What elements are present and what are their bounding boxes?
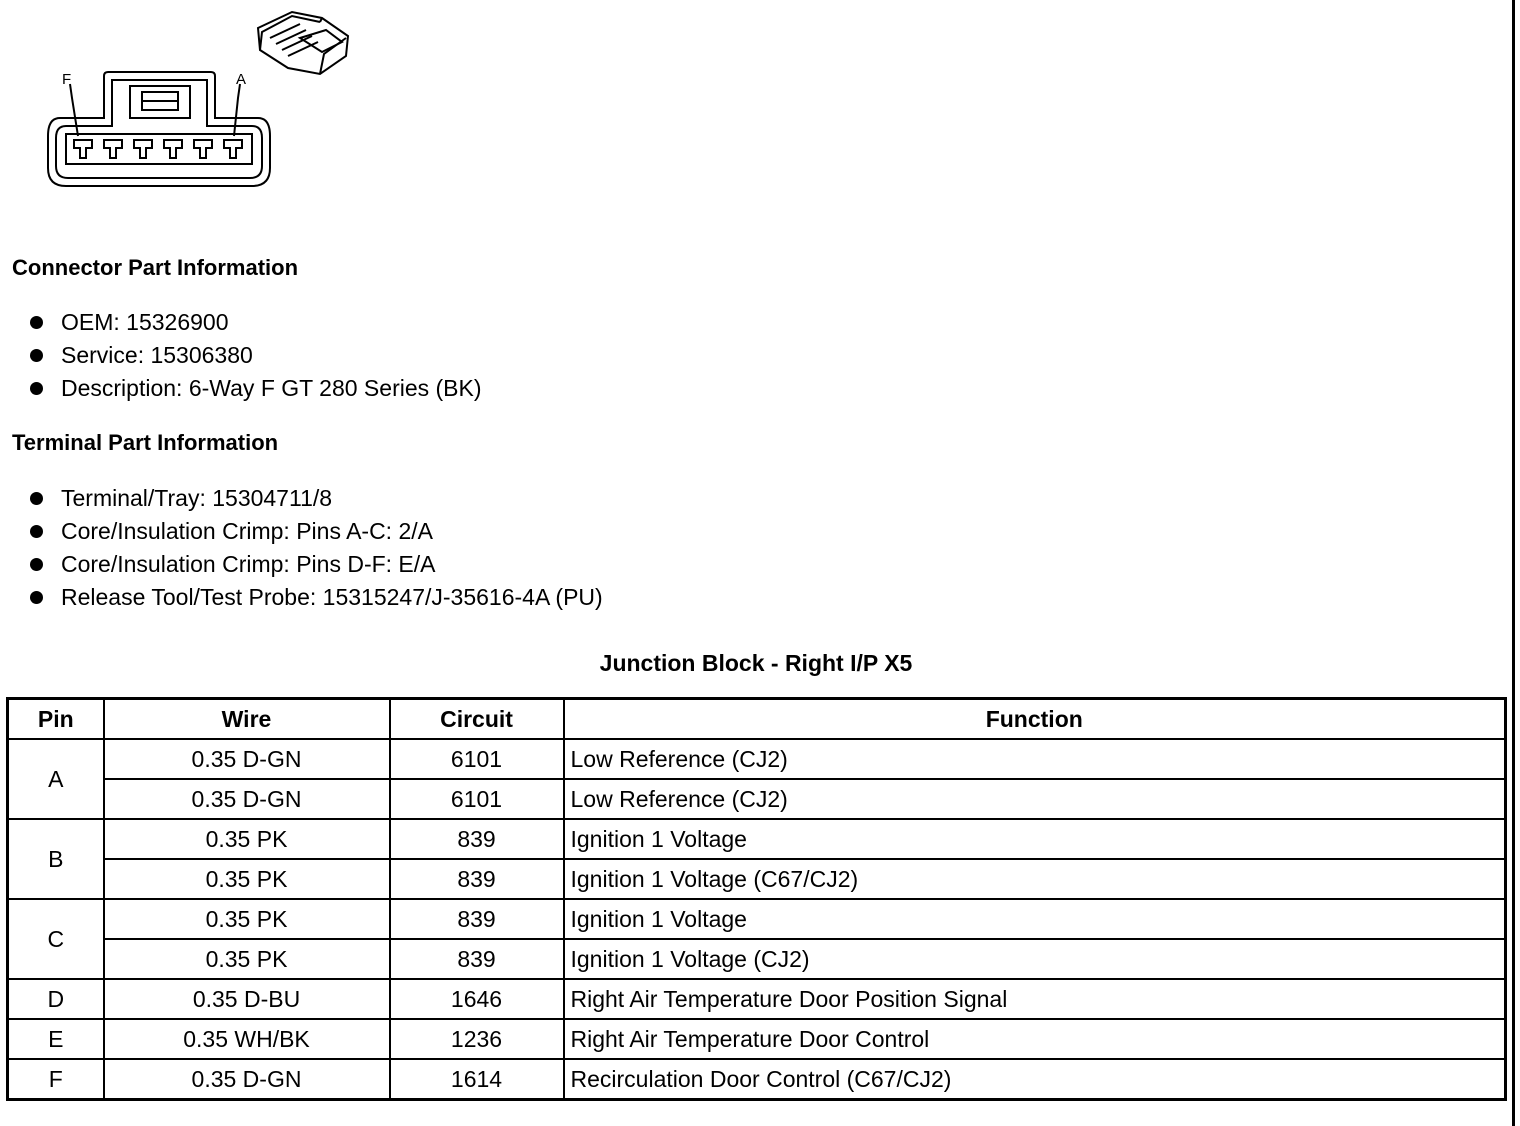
connector-info-heading: Connector Part Information: [12, 255, 299, 280]
wire-cell: 0.35 WH/BK: [104, 1019, 390, 1059]
circuit-cell: 1614: [390, 1059, 564, 1100]
function-cell: Ignition 1 Voltage: [564, 899, 1506, 939]
pin-label-f: F: [62, 71, 72, 88]
pin-cell: D: [8, 979, 104, 1019]
table-row: [8, 939, 1506, 979]
page-border-rule: [1512, 0, 1515, 1126]
bullet-icon: [30, 558, 43, 571]
wire-cell: 0.35 D-BU: [104, 979, 390, 1019]
wire-cell: 0.35 D-GN: [104, 739, 390, 779]
wire-cell: 0.35 PK: [104, 819, 390, 859]
circuit-cell: 6101: [390, 739, 564, 779]
function-cell: Ignition 1 Voltage (CJ2): [564, 939, 1506, 979]
table-row: [8, 1019, 1506, 1059]
function-cell: Ignition 1 Voltage (C67/CJ2): [564, 859, 1506, 899]
table-row: [8, 1059, 1506, 1100]
column-header-wire: Wire: [104, 699, 390, 740]
pin-cell: E: [8, 1019, 104, 1059]
list-item-text: Description: 6-Way F GT 280 Series (BK): [61, 375, 482, 401]
function-cell: Low Reference (CJ2): [564, 739, 1506, 779]
bullet-icon: [30, 492, 43, 505]
column-header-circuit: Circuit: [390, 699, 564, 740]
wire-cell: 0.35 D-GN: [104, 1059, 390, 1100]
list-item: [28, 339, 482, 372]
table-header-row: [8, 699, 1506, 740]
terminal-cavities: [74, 140, 242, 158]
connector-outline: [48, 72, 270, 186]
table-row: [8, 899, 1506, 939]
circuit-cell: 1646: [390, 979, 564, 1019]
list-item: [28, 548, 603, 581]
connector-face-diagram: [30, 8, 370, 198]
circuit-cell: 839: [390, 939, 564, 979]
bullet-icon: [30, 316, 43, 329]
list-item: [28, 306, 482, 339]
function-cell: Ignition 1 Voltage: [564, 819, 1506, 859]
function-cell: Right Air Temperature Door Control: [564, 1019, 1506, 1059]
list-item-text: Terminal/Tray: 15304711/8: [61, 485, 333, 511]
circuit-cell: 839: [390, 899, 564, 939]
table-row: [8, 779, 1506, 819]
connector-isometric-icon: [258, 12, 348, 74]
circuit-cell: 839: [390, 819, 564, 859]
bullet-icon: [30, 591, 43, 604]
bullet-icon: [30, 382, 43, 395]
list-item: [28, 515, 603, 548]
list-item-text: Core/Insulation Crimp: Pins D-F: E/A: [61, 551, 436, 577]
bullet-icon: [30, 349, 43, 362]
bullet-icon: [30, 525, 43, 538]
column-header-pin: Pin: [8, 699, 104, 740]
terminal-info-list: [28, 482, 603, 614]
list-item-text: OEM: 15326900: [61, 309, 229, 335]
pin-cell: B: [8, 819, 104, 899]
function-cell: Right Air Temperature Door Position Signal: [564, 979, 1506, 1019]
pin-cell: A: [8, 739, 104, 819]
function-cell: Recirculation Door Control (C67/CJ2): [564, 1059, 1506, 1100]
table-row: [8, 819, 1506, 859]
wire-cell: 0.35 PK: [104, 899, 390, 939]
terminal-info-heading: Terminal Part Information: [12, 430, 279, 455]
circuit-cell: 1236: [390, 1019, 564, 1059]
list-item: [28, 581, 603, 614]
list-item-text: Release Tool/Test Probe: 15315247/J-35616-4A (PU): [61, 584, 603, 610]
table-title: Junction Block - Right I/P X5: [599, 650, 913, 676]
pin-label-a: A: [236, 71, 247, 88]
list-item: [28, 372, 482, 405]
table-row: [8, 859, 1506, 899]
list-item: [28, 482, 603, 515]
column-header-function: Function: [564, 699, 1506, 740]
list-item-text: Service: 15306380: [61, 342, 253, 368]
pin-cell: C: [8, 899, 104, 979]
circuit-cell: 839: [390, 859, 564, 899]
wire-cell: 0.35 PK: [104, 859, 390, 899]
circuit-cell: 6101: [390, 779, 564, 819]
wire-cell: 0.35 PK: [104, 939, 390, 979]
table-row: [8, 739, 1506, 779]
pinout-table: [6, 697, 1507, 1101]
function-cell: Low Reference (CJ2): [564, 779, 1506, 819]
table-row: [8, 979, 1506, 1019]
pin-cell: F: [8, 1059, 104, 1100]
list-item-text: Core/Insulation Crimp: Pins A-C: 2/A: [61, 518, 433, 544]
connector-info-list: [28, 306, 482, 405]
wire-cell: 0.35 D-GN: [104, 779, 390, 819]
